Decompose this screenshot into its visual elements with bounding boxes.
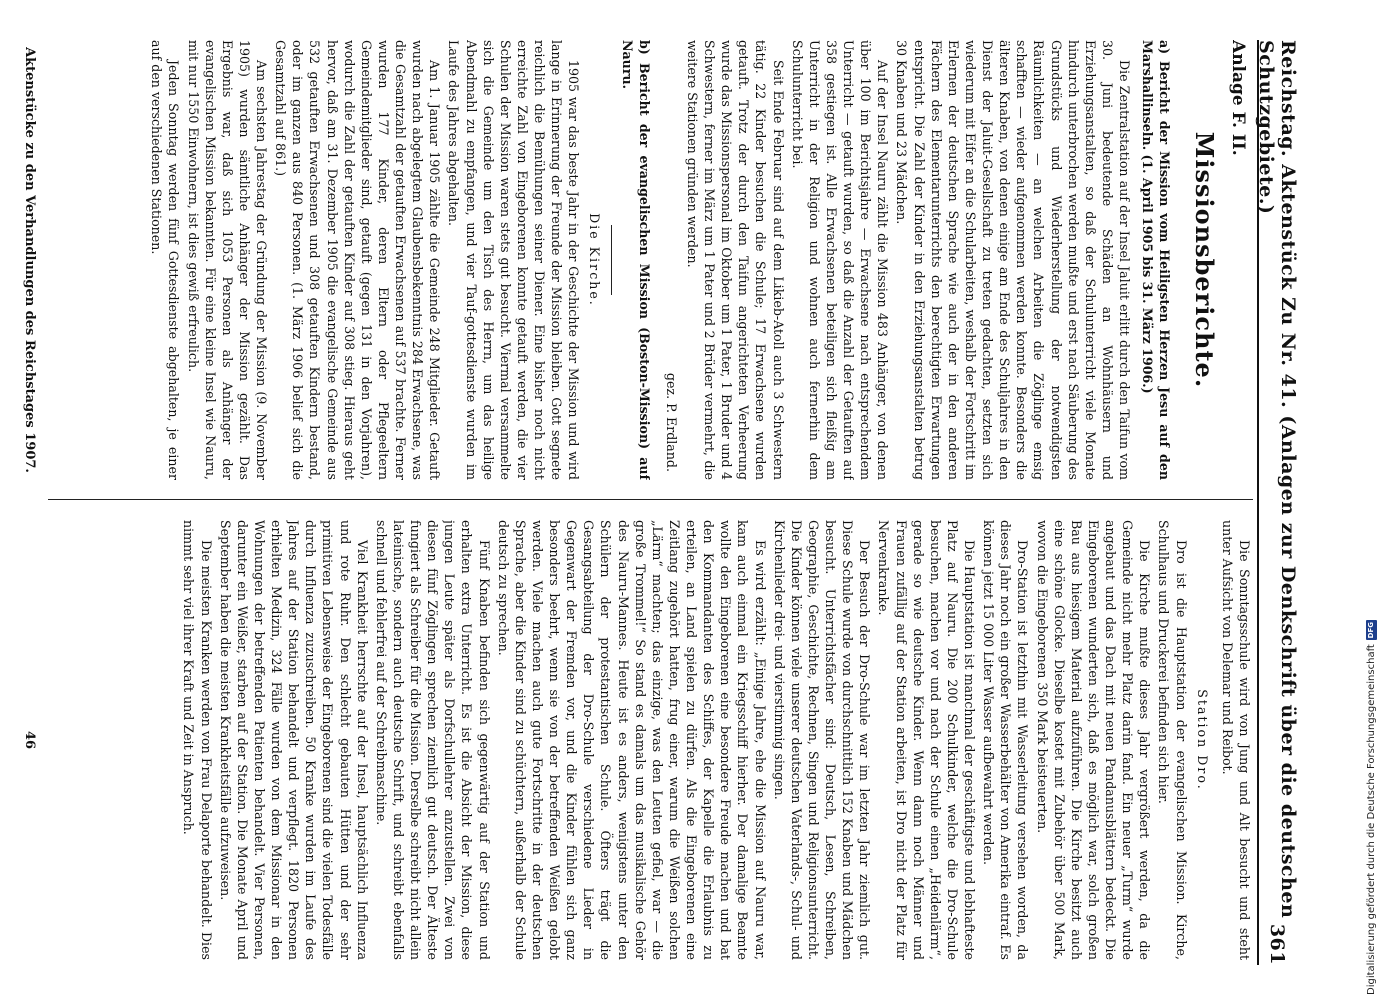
paragraph: Es wird erzählt: „Einige Jahre, ehe die Mission auf Nauru war, kam auch einmal ein Kriegsschiff hierher. Der damalige Beamte wollte den Eingeborenen eine besondere Freude machen und bat den Kommandanten des Schiffes, der Kapelle die Erlaubnis zu erteilen, an Land spielen zu dürfen. Als die Eingeborenen eine Zeitlang zugehört hatten, frug einer, warum die Weißen solchen „Lärm“ machten; das einzige, was den Leuten gefiel, war — die große Trommel!“ So stand es damals um das musikalische Gehör des Nauru-Mannes. Heute ist es anders, wenigstens unter den Schülern der protestantischen Schule. Öfters trägt die Gesangsabteilung der Dro-Schule verschiedene Lieder in Gegenwart der Fremden vor, und die Kinder fühlen sich ganz besonders beehrt, wenn sie von der betreffenden Weißen gelobt werden. Viele machen auch gute Fortschritte in der deutschen Sprache, aber die Kinder sind zu schüchtern, außerhalb der Schule deutsch zu sprechen.: [495, 520, 768, 960]
footer-signature-line: Aktenstücke zu den Verhandlungen des Reichstages 1907.: [22, 47, 37, 473]
section-title: Missionsberichte.: [1189, 131, 1219, 389]
church-heading: Die Kirche.: [587, 213, 603, 307]
paragraph: Fünf Knaben befinden sich gegenwärtig auf der Station und erhalten extra Unterricht. Es ist die Absicht der Mission, diese jungen Leute später als Dorfschullehrer anzustellen. Zwei von diesen fünf Zöglingen sprechen ziemlich gut deutsch. Der Älteste fungiert als Schreiber für die Mission. Derselbe schreibt nicht allein lateinische, sondern auch deutsche Schrift, und schreibt ebenfalls schnell und fehlerfrei auf der Schreibmaschine.: [373, 520, 492, 960]
paragraph: Die Sonntagsschule wird von Jung und Alt besucht und steht unter Aufsicht von Delemar und Reibot.: [1219, 520, 1252, 960]
document-page: [5, 0, 1305, 1000]
paragraph: Die meisten Kranken werden von Frau Delaporte behandelt. Dies nimmt sehr viel ihrer Kraft und Zeit in Anspruch.: [181, 520, 214, 960]
digitization-credit: [1362, 5, 1380, 995]
annex-label: Anlage F. II.: [1228, 40, 1248, 156]
paragraph: Dro ist die Hauptstation der evangelischen Mission. Kirche, Schulhaus und Druckerei befinden sich hier.: [1156, 520, 1189, 960]
paragraph: Die Zentralstation auf der Insel Jaluit erlitt durch den Taifun vom 30. Juni bedeutende Schäden an Wohnhäusern und Erziehungsanstalten, so daß der Schulunterricht viele Monate hindurch unterbrochen werden mußte und erst nach Säuberung des Grundstücks und Wiederherstellung der notwendigsten Räumlichkeiten — an welchen Arbeiten die Zöglinge emsig schafften — wieder aufgenommen werden konnte. Besonders die älteren Knaben, von denen einige am Ende des Schuljahres in den Dienst der Jaluit-Gesellschaft zu treten gedachten, setzten sich wiederum mit Eifer an die Schularbeiten, weshalb der Fortschritt im Erlernen der deutschen Sprache wie auch der in den anderen Fächern des Elementarunterrichts den berechtigten Erwartungen entspricht. Die Zahl der Kinder in den Erziehungsanstalten betrug 30 Knaben und 23 Mädchen.: [894, 40, 1133, 480]
paragraph: Der Besuch der Dro-Schule war im letzten Jahr ziemlich gut. Diese Schule wurde von durchschnittlich 152 Knaben und Mädchen besucht. Unterrichtsfächer sind: Deutsch, Lesen, Schreiben, Geographie, Geschichte, Rechnen, Singen und Religionsunterricht. Die Kinder können viele unserer deutschen Vaterlands-, Schul- und Kirchenlieder drei- und vierstimmig singen.: [771, 520, 873, 960]
dfg-logo-icon: DFG: [1366, 621, 1375, 639]
paragraph: Viel Krankheit herrschte auf der Insel, hauptsächlich Influenza und rote Ruhr. Den schlecht gebauten Hütten und der sehr primitiven Lebensweise der Eingeborenen sind die vielen Todesfälle durch Influenza zuzuschreiben. 50 Kranke wurden im Laufe des Jahres auf der Station behandelt und verpflegt. 1820 Personen erhielten Medizin, 324 Fälle wurden von dem Missionar in den Wohnungen der betreffenden Patienten behandelt. Vier Personen, darunter ein Weißer, starben auf der Station. Die Monate April und September haben die meisten Krankheitsfälle aufzuweisen.: [217, 520, 370, 960]
subsection-b-heading: b) Bericht der evangelischen Mission (Boston-Mission) auf Nauru.: [619, 40, 652, 480]
right-column: [48, 520, 1253, 960]
paragraph: 1905 war das beste Jahr in der Geschichte der Mission und wird lange in Erinnerung der Freunde der Mission bleiben. Gott segnete reichlich die Bemühungen seiner Diener. Eine bisher noch nicht erreichte Zahl von Eingeborenen konnte getauft werden, die vier Schulen der Mission waren stets gut besucht. Viermal versammelte sich die Gemeinde um den Tisch des Herrn, um das heilige Abendmahl zu empfangen, und vier Tauf-gottesdienste wurden im Laufe des Jahres abgehalten.: [446, 40, 582, 480]
credit-text: Digitalisierung gefördert durch die Deutsche Forschungsgemeinschaft: [1365, 644, 1377, 995]
paragraph: Seit Ende Februar sind auf dem Likieb-Atoll auch 3 Schwestern tätig. 22 Kinder besuchen die Schule; 17 Erwachsene wurden getauft. Trotz der durch den Taifun angerichteten Verheerung wurde das Missionspersonal im Oktober um 1 Pater, 1 Bruder und 4 Schwestern, ferner im März um 1 Pater und 2 Brüder vermehrt, die weitere Stationen gründen werden.: [684, 40, 786, 480]
paragraph: Am sechsten Jahrestag der Gründung der Mission (9. November 1905) wurden sämtliche Anhänger der Mission gezählt. Das Ergebnis war, daß sich 1053 Personen als Anhänger der evangelischen Mission bekannten. Für eine kleine Insel wie Nauru, mit nur 1550 Einwohnern, ist dies gewiß erfreulich.: [185, 40, 270, 480]
column-divider: [48, 499, 1253, 500]
paragraph: Am 1. Januar 1905 zählte die Gemeinde 248 Mitglieder. Getauft wurden nach abgelegtem Glaubensbekenntnis 284 Erwachsene, was die Gesamtzahl der getauften Erwachsenen auf 537 brachte. Ferner wurden 177 Kinder, deren Eltern oder Pflegeeltern Gemeindemitglieder sind, getauft (gegen 131 in den Vorjahren), wodurch die Zahl der getauften Kinder auf 308 stieg. Hieraus geht hervor, daß am 31. Dezember 1905 die evangelische Gemeinde aus 532 getauften Erwachsenen und 308 getauften Kindern bestand, oder im ganzen aus 840 Personen. (1. März 1906 belief sich die Gesamtzahl auf 861.): [273, 40, 443, 480]
paragraph: Jeden Sonntag werden fünf Gottesdienste abgehalten, je einer auf den verschiedenen Stationen.: [149, 40, 182, 480]
subsection-a-heading: a) Bericht der Mission vom Heiligsten Herzen Jesu auf den Marshallinseln. (1. April 1905 bis 31. März 1906.): [1140, 40, 1173, 480]
station-heading: Station Dro.: [1194, 689, 1210, 791]
footer-sheet-number: 46: [22, 730, 37, 750]
paragraph: Die Kirche mußte dieses Jahr vergrößert werden, da die Gemeinde nicht mehr Platz darin fand. Ein neuer „Turm“ wurde angebaut und das Dach mit neuen Pandanusblättern bedeckt. Die Eingeborenen wunderten sich, daß es möglich war, solch großen Bau aus hiesigem Material aufzuführen. Die Kirche besitzt auch eine schöne Glocke. Dieselbe kostet mit Zubehör über 500 Mark, wovon die Eingeborenen 350 Mark beisteuerten.: [1034, 520, 1153, 960]
header-title: Reichstag. Aktenstück Zu Nr. 41. (Anlagen zur Denkschrift über die deutschen Schutzgebiete.): [1255, 40, 1299, 919]
paragraph: Auf der Insel Nauru zählt die Mission 483 Anhänger, von denen über 100 im Berichtsjahre — Erwachsene nach entsprechendem Unterricht — getauft wurden, so daß die Anzahl der Getauften auf 358 gestiegen ist. Alle Erwachsenen beteiligen sich fleißig am Unterricht in der Religion und wohnen auch fernerhin dem Schulunterricht bei.: [789, 40, 891, 480]
signature: gez. P. Erdland.: [663, 372, 679, 472]
paragraph: Die Hauptstation ist manchmal der geschäftigste und lebhafteste Platz auf Nauru. Die 200 Schulkinder, welche die Dro-Schule besuchen, machen vor und nach der Schule einen „Heidenlärm“, gerade so wie deutsche Kinder. Wenn dann noch Männer und Frauen zufällig auf der Station arbeiten, ist Dro nicht der Platz für Nervenkranke.: [876, 520, 978, 960]
paragraph: Dro-Station ist letzthin mit Wasserleitung versehen worden, da dieses Jahr noch ein großer Wasserbehälter von Amerika eintraf. Es können jetzt 15 000 Liter Wasser aufbewahrt werden.: [981, 520, 1031, 960]
header-rule: [1257, 40, 1259, 965]
short-rule: [611, 225, 612, 295]
running-header: [1255, 40, 1299, 965]
left-column: [48, 40, 1253, 480]
page-number: 361: [1266, 923, 1288, 965]
